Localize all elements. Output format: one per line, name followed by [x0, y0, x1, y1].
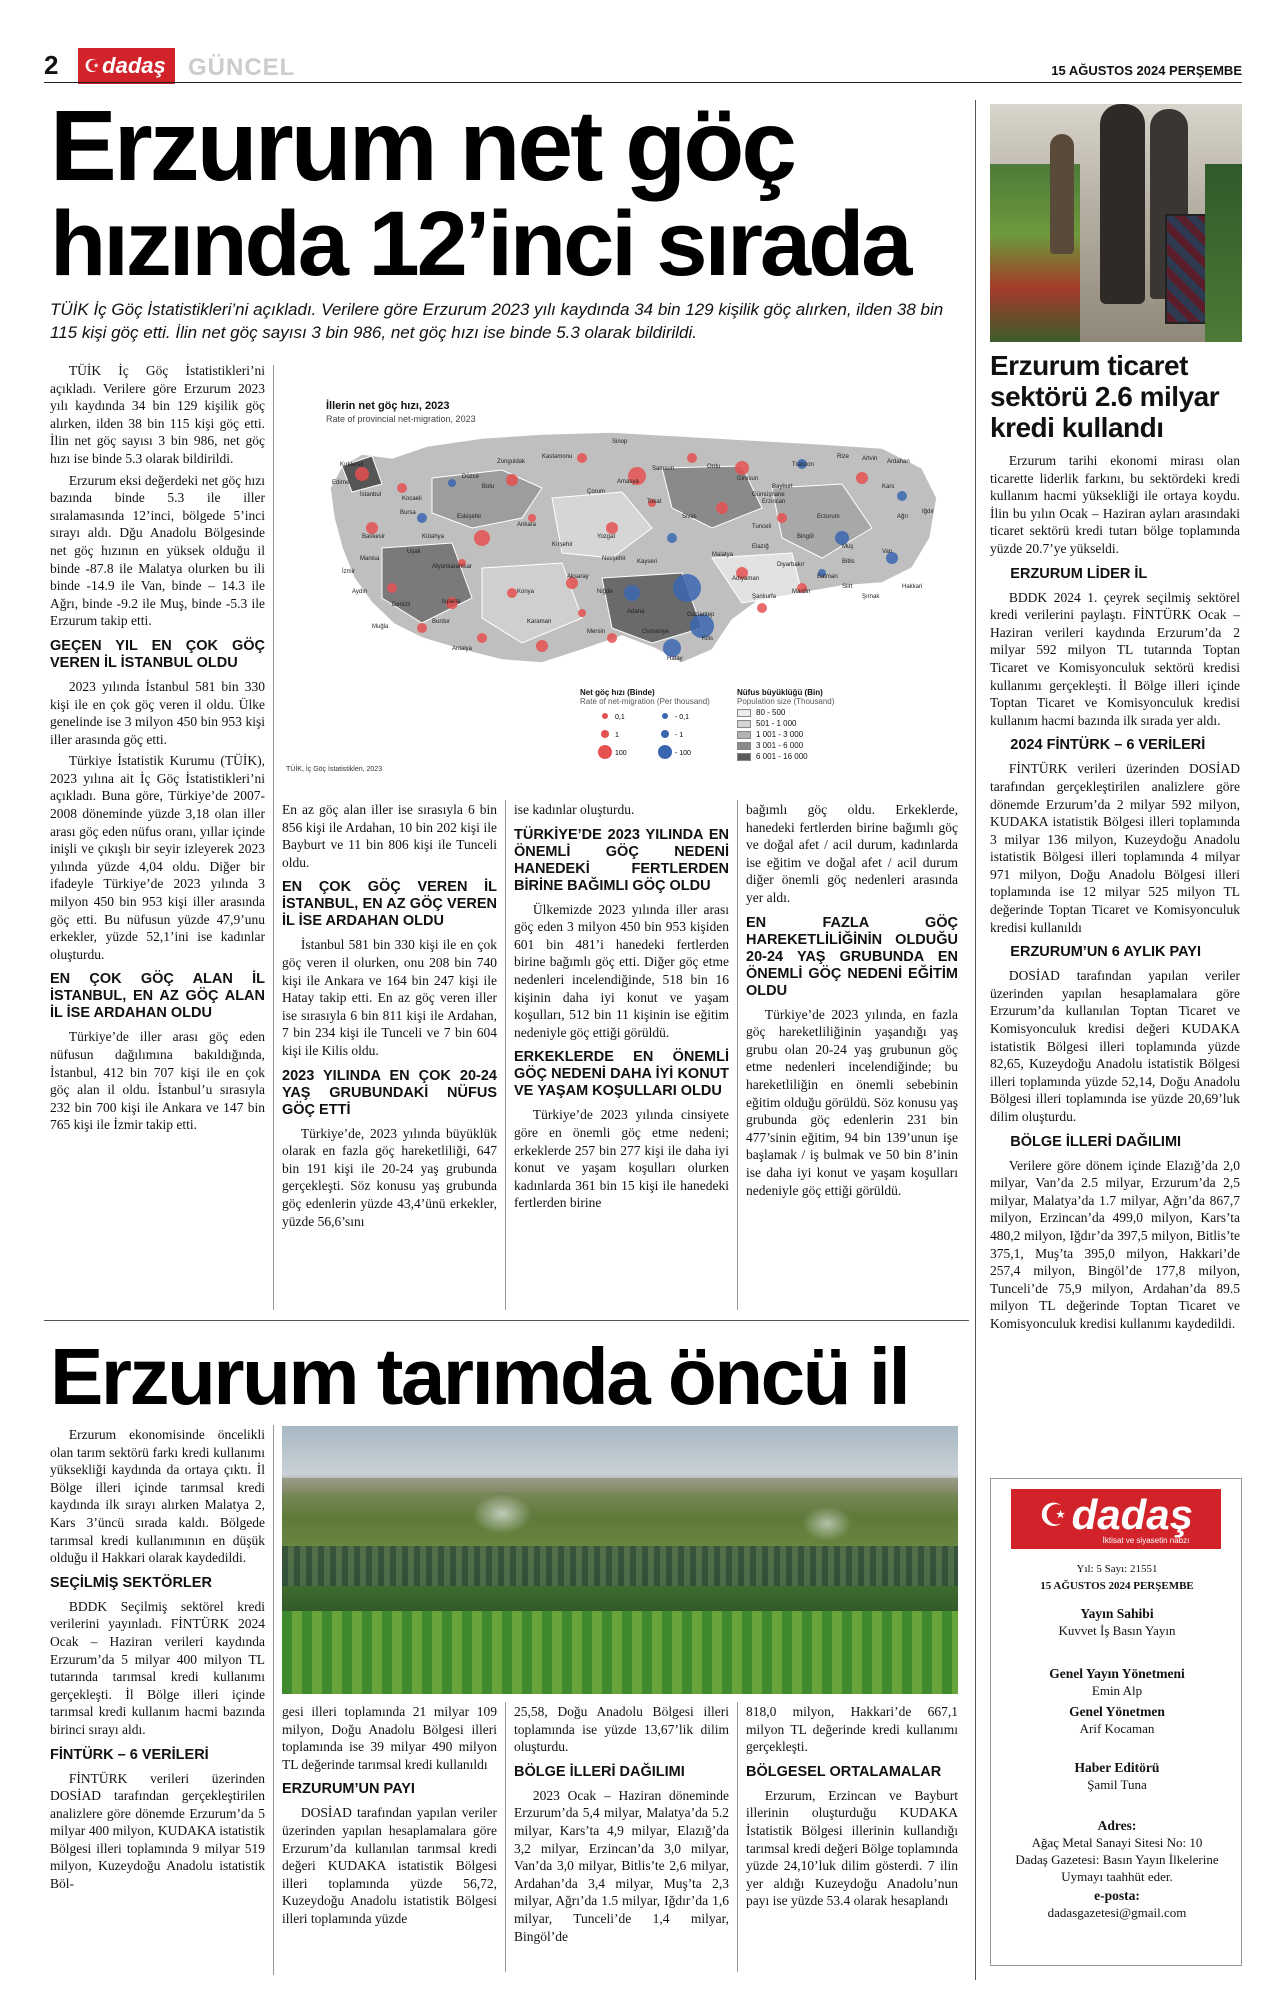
- map-city-label: Antalya: [452, 646, 473, 652]
- subhead: EN FAZLA GÖÇ HAREKETLİLİĞİNİN OLDUĞU 20-24 YAŞ GRUBUNDA EN ÖNEMLİ GÖÇ NEDENİ EĞİTİM OLDU: [746, 914, 958, 999]
- map-city-label: Balıkesir: [362, 534, 386, 540]
- paragraph: Türkiye’de 2023 yılında, en fazla göç hareketliliğinin yaşandığı yaş grubu olan 20-24 yaş grubunun göç etme nedenleri incelendiğinde; bu hareketliliğin en önemli sebebinin eğitim olduğu görüldü. Söz konusu yaş grubunda göç edenlerin 231 bin 477’sinin eğitim, 94 bin 139’unun işe başlamak / iş bulmak ve 50 bin 8’inin ise daha iyi konut ve yaşam koşulları nedeniyle göç ettiği görüldü.: [746, 1006, 958, 1198]
- crescent-star-icon: ☪: [1038, 1496, 1068, 1533]
- market-photo: [990, 104, 1242, 342]
- story-divider: [44, 1320, 969, 1321]
- legend-rate-label: 1: [615, 732, 619, 739]
- paragraph: BDDK 2024 1. çeyrek seçilmiş sektörel kredi verilerini paylaştı. FİNTÜRK Ocak – Haziran verileri kaydında Erzurum’da 2 milyar 592 milyon TL tutarında Toptan Ticaret ve Komisyonculuk sektörü kredisi kullanımı gerçekleşti. İl Bölge illeri içinde Toptan Ticaret ve Komisyonculuk kredisi kullanım hacmi bazında ilk sırada yer aldı.: [990, 589, 1240, 728]
- map-city-label: Batman: [817, 574, 838, 580]
- paragraph: Erzurum tarihi ekonomi mirası olan ticarette liderlik farkını, bu sektördeki kredi kullanım hacmi yüksekliği ile ortaya koydu. İlin bu yılın Ocak – Haziran ayları arasındaki ticaret sektörü kredi tutarı bölge toplamında yüzde 20.7’ye yükseldi.: [990, 453, 1240, 556]
- map-bubble: [624, 585, 640, 601]
- subhead: 2023 YILINDA EN ÇOK 20-24 YAŞ GRUBUNDAKİ NÜFUS GÖÇ ETTİ: [282, 1067, 497, 1118]
- map-bubble: [417, 623, 427, 633]
- subhead: ERZURUM LİDER İL: [1010, 565, 1148, 582]
- sidebar-column: [990, 452, 1240, 1333]
- legend-pop-swatch: [737, 720, 751, 728]
- map-bubble: [897, 491, 907, 501]
- column-rule: [505, 1702, 506, 1972]
- paragraph: Erzurum ekonomisinde öncelikli olan tarım sektörü farkı kredi kullanımı yüksekliği kaydında da ortaya çıktı. İl Bölge illeri içinde tarımsal kredi kaydında ilk sırayı alırken Malatya 2, Kars 3’üncü sırada kaldı. Bölgede tarımsal kredi kullanımının en düşük olduğu il Hakkari olarak kaydedildi.: [50, 1427, 265, 1566]
- map-city-label: Ardahan: [887, 459, 910, 465]
- subhead: 2024 FİNTÜRK – 6 VERİLERİ: [1010, 737, 1206, 754]
- paragraph: Türkiye’de 2023 yılında cinsiyete göre en önemli göç etme nedeni; erkeklerde 257 bin 277 kişi ile daha iyi konut ve yaşam koşulları olurken kadınlarda 361 bin 15 kişi ile hanedeki fertlerden birine: [514, 1107, 729, 1211]
- map-city-label: Sinop: [612, 439, 628, 445]
- legend-pop-label: 6 001 - 16 000: [756, 752, 808, 761]
- imprint-issue: Yıl: 5 Sayı: 21551: [1076, 1563, 1158, 1575]
- agri-column-2: [282, 1703, 497, 1928]
- map-city-label: Kars: [882, 484, 895, 490]
- map-bubble: [397, 483, 407, 493]
- legend-pop-row: [737, 730, 867, 739]
- paragraph: gesi illeri toplamında 21 milyar 109 milyon, Doğu Anadolu Bölgesi illeri toplamında ise 39 milyar 490 milyon TL değerinde tarımsal kredi kullanıldı: [282, 1704, 497, 1772]
- map-bubble: [757, 603, 767, 613]
- subhead: GEÇEN YIL EN ÇOK GÖÇ VEREN İL İSTANBUL OLDU: [50, 637, 265, 671]
- map-bubble: [607, 633, 617, 643]
- paragraph: Türkiye’de iller arası göç eden nüfusun dağılımına bakıldığında, İstanbul, 412 bin 707 kişi ile en çok göç alan il oldu. İstanbul’u sırasıyla 232 bin 700 kişi ile Ankara ve 147 bin 765 kişi ile İzmir takip etti.: [50, 1029, 265, 1133]
- main-column-2: [282, 801, 497, 1230]
- column-rule: [737, 800, 738, 1310]
- map-city-label: Bursa: [400, 510, 416, 516]
- legend-rate-symbol: [662, 713, 668, 719]
- map-bubble: [606, 522, 618, 534]
- map-city-label: Isparta: [442, 599, 461, 605]
- main-headline-line2: hızında 12’inci sırada: [50, 193, 910, 295]
- agri-headline: Erzurum tarımda öncü il: [50, 1332, 909, 1421]
- migration-map-figure: [282, 388, 952, 783]
- agri-column-4: [746, 1703, 958, 1910]
- map-city-label: Van: [882, 549, 893, 555]
- map-city-label: Erzincan: [762, 499, 786, 505]
- legend-pop-row: [737, 708, 867, 717]
- map-city-label: Çorum: [587, 489, 606, 495]
- map-city-label: Kastamonu: [542, 454, 573, 460]
- column-rule: [505, 800, 506, 1310]
- map-city-label: Gaziantep: [687, 612, 715, 618]
- map-city-label: Şırnak: [862, 594, 880, 600]
- paragraph: TÜİK İç Göç İstatistikleri’ni açıkladı. Verilere göre Erzurum 2023 yılı kaydında 34 bin 129 kişilik göç alırken, ilden 38 bin 115 kişi göç etti. İlin net göç sayısı 3 bin 986, net göç hızı ise binde 5.3 olarak bildirildi.: [50, 363, 265, 466]
- main-headline-line1: Erzurum net göç: [50, 90, 794, 202]
- main-column-3: [514, 801, 729, 1212]
- paragraph: Erzurum eksi değerdeki net göç hızı bazında binde 5.3 ile iller sıralamasında 12’inci, bölgede 5’inci sırayı aldı. Dğu Anadolu Bölgesinde net göç hızının en yüksek olduğu il binde -87.8 ile Malatya olurken bu ili binde -14.9 ile Van, binde – 14.3 ile Ağrı, binde -9.2 ile Muş, binde -5.3 ile Erzurum takip etti.: [50, 472, 265, 629]
- map-city-label: Bingöl: [797, 534, 814, 540]
- map-city-label: Şanlıurfa: [752, 594, 777, 600]
- map-bubble: [777, 513, 787, 523]
- imprint-logo-tagline: İktisat ve siyasetin nabzı: [1102, 1535, 1190, 1545]
- map-city-label: Kırşehir: [552, 542, 573, 548]
- map-source: TÜİK, İç Göç İstatistikleri, 2023: [286, 766, 383, 773]
- map-city-label: Hatay: [667, 656, 683, 662]
- imprint-ethics: Dadaş Gazetesi: Basın Yayın İlkelerine Uymayı taahhüt eder.: [1015, 1852, 1219, 1884]
- legend-rate-symbol: [661, 730, 669, 738]
- header-rule: [44, 82, 1242, 83]
- map-bubble: [578, 609, 586, 617]
- subhead: ERZURUM’UN 6 AYLIK PAYI: [1010, 944, 1201, 961]
- map-city-label: Elazığ: [752, 544, 769, 550]
- map-city-label: Burdur: [432, 619, 451, 625]
- subhead: EN ÇOK GÖÇ ALAN İL İSTANBUL, EN AZ GÖÇ ALAN İL İSE ARDAHAN OLDU: [50, 971, 265, 1022]
- paragraph: Verilere göre dönem içinde Elazığ’da 2,0 milyar, Van’da 2.5 milyar, Erzurum’da 2,5 milyar, Malatya’da 1.7 milyar, Ağrı’da 867,7 milyon, Erzincan’da 499,0 milyon, Kars’ta 480,2 milyon, Iğdır’da 397,5 milyon, Bitlis’te 375,1, Muş’ta 395,0 milyon, Hakkari’de 257,4 milyon, Bingöl’de 177,8 milyon, Tunceli’de 75,9 milyon, Ardahan’da 89.5 milyon TL değerinde Toptan Ticaret ve Komisyonculuk kredisi kullanımı kaydedildi.: [990, 1157, 1240, 1331]
- agri-column-3: [514, 1703, 729, 1945]
- map-city-label: Malatya: [712, 552, 734, 558]
- main-lead: TÜİK İç Göç İstatistikleri’ni açıkladı. Verilere göre Erzurum 2023 yılı kaydında 34 bin 129 kişilik göç alırken, ilden 38 bin 115 kişi göç etti. İlin net göç sayısı 3 bin 986, net göç hızı ise binde 5.3 olarak bildirildi.: [50, 300, 944, 342]
- legend-pop-label: 501 - 1 000: [756, 719, 797, 728]
- paragraph: Erzurum, Erzincan ve Bayburt illerinin oluşturduğu KUDAKA İstatistik Bölgesi illerinin kullandığı tarımsal kredi değeri Bölge toplamında yüzde 24,10’luk dilim gösterdi. 7 ilin yer aldığı Kuzeydoğu Anadolu’nun payı ise yüzde 53.4 olarak hesaplandı: [746, 1787, 958, 1909]
- map-city-label: Konya: [517, 589, 535, 595]
- paragraph: bağımlı göç oldu. Erkeklerde, hanedeki fertlerden birine bağımlı göç ve doğal afet / acil durum, kadınlarda ise eğitim ve doğal afet / acil durum diğer önemli göç nedenleri arasında yer aldı.: [746, 802, 958, 905]
- map-city-label: Yozgat: [597, 534, 616, 540]
- agri-column-1: [50, 1426, 265, 1893]
- legend-pop-swatch: [737, 731, 751, 739]
- map-city-label: Erzurum: [817, 514, 840, 520]
- legend-pop-label: 80 - 500: [756, 708, 786, 717]
- map-city-label: Trabzon: [792, 462, 814, 468]
- subhead: TÜRKİYE’DE 2023 YILINDA EN ÖNEMLİ GÖÇ NEDENİ HANEDEKİ FERTLERDEN BİRİNE BAĞIMLI GÖÇ OLDU: [514, 826, 729, 894]
- imprint-manager-label: Genel Yönetmen: [1069, 1704, 1165, 1719]
- legend-rate-title: Net göç hızı (Binde): [580, 688, 655, 697]
- column-rule: [273, 1425, 274, 1975]
- imprint-address: Ağaç Metal Sanayi Sitesi No: 10: [1031, 1835, 1203, 1850]
- legend-pop-swatches: [737, 708, 867, 761]
- legend-rate-symbol: [658, 745, 672, 759]
- map-bubble: [366, 522, 378, 534]
- map-subtitle: Rate of provincial net-migration, 2023: [326, 414, 476, 424]
- legend-rate-label: - 1: [675, 732, 684, 739]
- map-city-label: Ağrı: [897, 514, 909, 520]
- legend-pop-row: [737, 752, 867, 761]
- sidebar-headline: Erzurum ticaret sektörü 2.6 milyar kredi kullandı: [990, 350, 1220, 443]
- paragraph: DOSİAD tarafından yapılan veriler üzerinden yapılan hesaplamalara göre Erzurum’da kullanılan Toptan Ticaret ve Komisyonculuk kredisi değeri KUDAKA istatistik Bölgesi illeri toplamında yüzde 82,65, Kuzeydoğu Anadolu istatistik Bölgesi illeri toplamında yüzde 52,14, Doğu Anadolu Bölgesi illeri toplamında ise yüzde 20,69’luk dilim oluşturdu.: [990, 968, 1240, 1124]
- field-photo: [282, 1426, 958, 1694]
- map-city-label: İzmir: [342, 569, 355, 575]
- legend-pop-row: [737, 719, 867, 728]
- imprint-email-label: e-posta:: [1094, 1888, 1140, 1903]
- imprint-address-label: Adres:: [1097, 1818, 1137, 1833]
- map-city-label: Bayburt: [772, 484, 793, 490]
- map-city-label: Kırklareli: [340, 462, 364, 468]
- map-city-label: Adana: [627, 609, 645, 615]
- legend-pop-swatch: [737, 742, 751, 750]
- map-bubble: [507, 588, 517, 598]
- imprint-news: Şamil Tuna: [1087, 1777, 1147, 1792]
- legend-pop-row: [737, 741, 867, 750]
- paragraph: DOSİAD tarafından yapılan veriler üzerinden yapılan hesaplamalara göre Erzurum’da kullanılan tarımsal kredi değeri KUDAKA istatistik Bölgesi illeri toplamında yüzde 56,72, Kuzeydoğu Anadolu istatistik Bölgesi illeri toplamında yüzde: [282, 1805, 497, 1926]
- map-bubble: [716, 502, 728, 514]
- imprint-logo-text: dadaş: [1071, 1490, 1194, 1538]
- legend-pop-swatch: [737, 753, 751, 761]
- map-city-label: Edirne: [332, 480, 350, 486]
- map-city-label: Niğde: [597, 589, 613, 595]
- column-rule: [737, 1702, 738, 1972]
- map-city-label: Manisa: [360, 556, 380, 562]
- legend-pop-swatch: [737, 709, 751, 717]
- map-city-label: Afyonkarahisar: [432, 564, 473, 570]
- subhead: BÖLGE İLLERİ DAĞILIMI: [1010, 1133, 1182, 1150]
- map-city-label: Sivas: [682, 514, 697, 520]
- map-city-label: Diyarbakır: [777, 562, 805, 568]
- main-column-4: [746, 801, 958, 1199]
- map-city-label: Ordu: [707, 464, 721, 470]
- map-city-label: Samsun: [652, 466, 675, 472]
- map-city-label: Artvin: [862, 456, 878, 462]
- paragraph: 2023 Ocak – Haziran döneminde Erzurum’da 5,4 milyar, Malatya’da 5.2 milyar, Kars’ta 4,9 milyar, Elazığ’da 3,2 milyar, Erzincan’da 3,0 milyar, Van’da 3,0 milyar, Bitlis’te 2,6 milyar, Ardahan’da 3,4 milyar, Muş’ta 2,3 milyar, Ağrı’da 1.5 milyar, Iğdır’da 1,6 milyar, Tunceli’de 1,4 milyar, Bingöl’de: [514, 1787, 729, 1944]
- map-city-label: Tunceli: [752, 524, 772, 530]
- masthead-logo: [78, 48, 175, 84]
- map-city-label: Mardin: [792, 589, 811, 595]
- paragraph: FİNTÜRK verileri üzerinden DOSİAD tarafından gerçekleştirilen analizlere göre dönemde Erzurum’da 2 milyar 592 milyon, KUDAKA istatistik Bölgesi illeri toplamında 3 milyar 136 milyon, Kuzeydoğu Anadolu istatistik Bölgesi illeri toplamında 4 milyar 971 milyon, Doğu Anadolu Bölgesi illeri toplamında ise 12 milyar 525 milyon TL değerinde Toptan Ticaret ve Komisyonculuk kredisi kullanıldı: [990, 761, 1240, 935]
- subhead: ERZURUM’UN PAYI: [282, 1781, 415, 1798]
- imprint-details: [1001, 1561, 1233, 1921]
- subhead: BÖLGE İLLERİ DAĞILIMI: [514, 1763, 685, 1780]
- legend-pop-label: 3 001 - 6 000: [756, 741, 804, 750]
- map-city-label: Zonguldak: [497, 459, 526, 465]
- subhead: ERKEKLERDE EN ÖNEMLİ GÖÇ NEDENİ DAHA İYİ KONUT VE YAŞAM KOŞULLARI OLDU: [514, 1049, 729, 1100]
- map-city-label: Bolu: [482, 484, 495, 490]
- map-city-label: Osmaniye: [642, 629, 670, 635]
- map-bubble: [506, 474, 518, 486]
- map-bubble: [536, 640, 548, 652]
- paragraph: Ülkemizde 2023 yılında iller arası göç eden 3 milyon 450 bin 953 kişiden 601 bin 481’i hanedeki fertlerden birine bağımlı göç etti. Diğer göç etme nedenleri incelendiğinde, 518 bin 16 kişinin daha iyi konut ve yaşam koşulları, 512 bin 11 kişinin ise eğitim nedeniyle göç ettiği görüldü.: [514, 901, 729, 1040]
- map-bubble: [474, 530, 490, 546]
- map-city-label: Muş: [842, 544, 854, 550]
- map-bubble: [528, 514, 536, 522]
- imprint-owner: Kuvvet İş Basın Yayın: [1058, 1623, 1176, 1638]
- legend-pop-label: 1 001 - 3 000: [756, 730, 804, 739]
- paragraph: 818,0 milyon, Hakkari’de 667,1 milyon TL değerinde kredi kullanımı gerçekleşti.: [746, 1704, 958, 1755]
- map-city-label: Tokat: [647, 499, 662, 505]
- map-city-label: Nevşehir: [602, 556, 626, 562]
- map-city-label: Hakkari: [902, 584, 923, 590]
- imprint-email[interactable]: dadasgazetesi@gmail.com: [1047, 1905, 1187, 1920]
- issue-date: 15 AĞUSTOS 2024 PERŞEMBE: [1051, 63, 1242, 78]
- map-city-label: Denizli: [392, 602, 411, 608]
- legend-rate-label: - 0,1: [675, 714, 690, 721]
- map-bubble: [856, 472, 868, 484]
- section-label: GÜNCEL: [188, 54, 296, 81]
- map-bubble: [448, 479, 456, 487]
- column-rule: [273, 365, 274, 1310]
- legend-rate-symbols: [580, 706, 720, 766]
- imprint-box: [990, 1478, 1242, 1966]
- map-city-label: Düzce: [462, 474, 480, 480]
- legend-rate: [580, 688, 720, 768]
- subhead: SEÇİLMİŞ SEKTÖRLER: [50, 1574, 212, 1591]
- legend-rate-label: - 100: [675, 750, 691, 757]
- subhead: BÖLGESEL ORTALAMALAR: [746, 1763, 942, 1780]
- map-bubble: [687, 453, 697, 463]
- map-bubble: [735, 461, 749, 475]
- crescent-star-icon: ☪: [84, 55, 101, 76]
- paragraph: ise kadınlar oluşturdu.: [514, 802, 635, 817]
- map-city-label: Muğla: [372, 624, 389, 630]
- map-city-label: Aksaray: [567, 574, 589, 580]
- imprint-editor: Emin Alp: [1091, 1683, 1143, 1698]
- legend-rate-subtitle: Rate of net-migration (Per thousand): [580, 697, 710, 706]
- map-city-label: Uşak: [407, 549, 421, 555]
- imprint-logo: [1011, 1489, 1221, 1549]
- legend-rate-label: 100: [615, 750, 627, 757]
- map-bubble: [417, 513, 427, 523]
- map-city-label: Amasya: [617, 479, 639, 485]
- paragraph: BDDK Seçilmiş sektörel kredi verilerini yayınladı. FİNTÜRK 2024 Ocak – Haziran verileri kaydında Erzurum’da 5 milyar 400 milyon TL tutarında tarımsal kredi kullanımı gerçekleşti. İl Bölge illeri içinde tarımsal kredi kullanım hacmi bazında birinci sırayı aldı.: [50, 1598, 265, 1737]
- map-city-label: İstanbul: [360, 492, 382, 498]
- map-city-label: Kayseri: [637, 559, 658, 565]
- map-city-label: Mersin: [587, 629, 606, 635]
- map-city-label: Kütahya: [422, 534, 445, 540]
- subhead: FİNTÜRK – 6 VERİLERİ: [50, 1746, 209, 1763]
- map-city-label: Karaman: [527, 619, 552, 625]
- paragraph: Türkiye İstatistik Kurumu (TÜİK), 2023 yılına ait İç Göç İstatistikleri’ni açıkladı. Buna göre, Türkiye’de 2007-2008 döneminde yüzde 3,18 olan iller arası göç eden nüfus oranı, yıllar içinde inişli ve çıkışlı bir seyir izleyerek 2023 yılında yüzde 4,04 oldu. Diğer bir ifadeyle Türkiye’de 2023 yılında 3 milyon 450 bin 953 kişi iller arasında göç etti. Bu nüfusun yüzde 47,9’unu erkekler, yüzde 52,1’ini ise kadınlar oluşturdu.: [50, 753, 265, 962]
- map-city-label: Aydın: [352, 589, 368, 595]
- paragraph: En az göç alan iller ise sırasıyla 6 bin 856 kişi ile Ardahan, 10 bin 202 kişi ile Bayburt ve 11 bin 806 kişi ile Tunceli oldu.: [282, 802, 497, 870]
- legend-rate-symbol: [602, 713, 608, 719]
- map-bubble: [667, 533, 677, 543]
- legend-rate-symbol: [598, 745, 612, 759]
- logo-text: dadaş: [102, 53, 166, 78]
- paragraph: İstanbul 581 bin 330 kişi ile en çok göç veren il olurken, onu 208 bin 740 kişi ile Ankara ve 164 bin 247 kişi ile Hatay takip etti. En az göç veren iller ise sırasıyla 6 bin 811 kişi ile Ardahan, 7 bin 234 kişi ile Tunceli ve 7 bin 604 kişi ile Kilis oldu.: [282, 937, 497, 1058]
- page-number: 2: [44, 50, 59, 80]
- paragraph: Türkiye’de, 2023 yılında büyüklük olarak en fazla göç hareketliliği, 647 bin 191 kişi ile 20-24 yaş grubunda gerçekleşti. Söz konusu yaş grubunda göç edenlerin yüzde 43,4’ünü erkekler, yüzde 56,6’sını: [282, 1125, 497, 1229]
- map-city-label: Kocaeli: [402, 496, 422, 502]
- map-bubble: [387, 583, 397, 593]
- map-city-label: Siirt: [842, 584, 853, 590]
- map-bubble: [673, 574, 701, 602]
- map-bubble: [835, 531, 849, 545]
- map-bubble: [663, 639, 681, 657]
- map-title: İllerin net göç hızı, 2023: [326, 400, 450, 412]
- map-city-label: Adıyaman: [732, 576, 760, 582]
- imprint-manager: Arif Kocaman: [1079, 1721, 1155, 1736]
- map-bubble: [477, 633, 487, 643]
- map-city-label: Rize: [837, 454, 850, 460]
- map-bubble: [355, 467, 369, 481]
- map-city-label: Ankara: [517, 522, 537, 528]
- map-city-label: Kilis: [702, 636, 714, 642]
- imprint-editor-label: Genel Yayın Yönetmeni: [1049, 1666, 1185, 1681]
- legend-pop-subtitle: Population size (Thousand): [737, 697, 835, 706]
- paragraph: 25,58, Doğu Anadolu Bölgesi illeri toplamında ise yüzde 13,67’lik dilim oluşturdu.: [514, 1704, 729, 1755]
- main-column-1: [50, 362, 265, 1134]
- map-city-label: Bitlis: [842, 559, 855, 565]
- map-city-label: Eskişehir: [457, 514, 482, 520]
- legend-rate-label: 0,1: [615, 714, 625, 721]
- paragraph: 2023 yılında İstanbul 581 bin 330 kişi ile en çok göç veren il oldu. Ülke genelinde ise 3 milyon 450 bin 953 kişi iller arasında göç etti.: [50, 678, 265, 747]
- imprint-date: 15 AĞUSTOS 2024 PERŞEMBE: [1040, 1580, 1194, 1592]
- paragraph: FİNTÜRK verileri üzerinden DOSİAD tarafından gerçekleştirilen analizlere göre dönemde Erzurum’da 5 milyar 400 milyon, KUDAKA istatistik Bölgesi illeri toplamında 9 milyar 519 milyon, Kuzeydoğu Anadolu istatistik Böl-: [50, 1770, 265, 1892]
- imprint-owner-label: Yayın Sahibi: [1080, 1606, 1154, 1621]
- sidebar-rule: [975, 100, 976, 1980]
- map-city-label: Giresun: [737, 476, 759, 482]
- map-city-label: Iğdır: [922, 509, 935, 515]
- legend-rate-symbol: [601, 730, 609, 738]
- map-bubble: [577, 453, 587, 463]
- legend-pop-title: Nüfus büyüklüğü (Bin): [737, 688, 823, 697]
- imprint-news-label: Haber Editörü: [1074, 1760, 1160, 1775]
- subhead: EN ÇOK GÖÇ VEREN İL İSTANBUL, EN AZ GÖÇ VEREN İL İSE ARDAHAN OLDU: [282, 879, 497, 930]
- legend-population: [737, 688, 867, 761]
- map-city-label: Gümüşhane: [752, 492, 785, 498]
